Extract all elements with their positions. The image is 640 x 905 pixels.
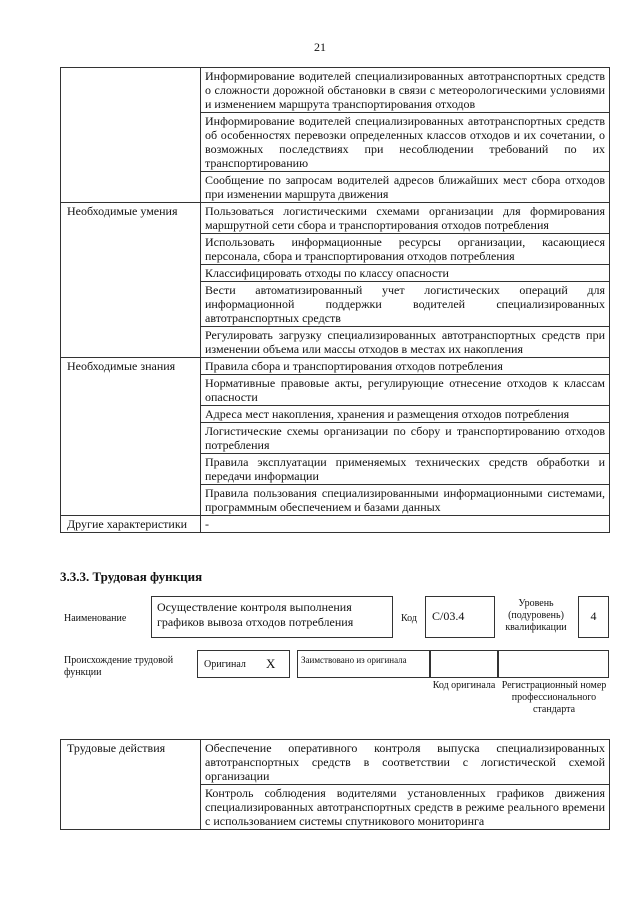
original-label: Оригинал bbox=[204, 659, 246, 670]
row-group-label bbox=[61, 68, 201, 203]
competency-table-body bbox=[61, 68, 610, 533]
row-text: Адреса мест накопления, хранения и размещения отходов потребления bbox=[201, 406, 610, 423]
row-text: Логистические схемы организации по сбору и транспортированию отходов потребления bbox=[201, 423, 610, 454]
labor-action-text: Обеспечение оперативного контроля выпуска специализированных автотранспортных средств в соответствии с логистической схемой организации bbox=[201, 740, 610, 785]
function-name-box bbox=[151, 596, 393, 638]
function-code-value: С/03.4 bbox=[432, 609, 465, 623]
table-row bbox=[61, 68, 610, 113]
row-group-label: Необходимые умения bbox=[61, 203, 201, 358]
code-label: Код bbox=[401, 613, 417, 624]
row-text: Правила эксплуатации применяемых технических средств обработки и передачи информации bbox=[201, 454, 610, 485]
reg-number-cell bbox=[498, 650, 609, 678]
borrowed-label: Заимствовано из оригинала bbox=[301, 655, 407, 665]
level-value: 4 bbox=[590, 609, 597, 623]
row-text: Правила сбора и транспортирования отходов потребления bbox=[201, 358, 610, 375]
row-text: Классифицировать отходы по классу опасности bbox=[201, 265, 610, 282]
function-code-box bbox=[425, 596, 495, 638]
row-group-label: Необходимые знания bbox=[61, 358, 201, 516]
level-box bbox=[578, 596, 609, 638]
code-original-cell bbox=[430, 650, 498, 678]
labor-actions-table bbox=[60, 739, 610, 830]
table-row bbox=[61, 516, 610, 533]
row-text: Использовать информационные ресурсы организации, касающиеся персонала, сбора и транспортирования отходов потребления bbox=[201, 234, 610, 265]
reg-number-caption: Регистрационный номер профессионального стандарта bbox=[501, 680, 607, 715]
original-mark: X bbox=[266, 656, 276, 671]
row-text: Сообщение по запросам водителей адресов ближайших мест сбора отходов при изменении маршрута движения bbox=[201, 172, 610, 203]
origin-label: Происхождение трудовой функции bbox=[64, 655, 174, 678]
level-label: Уровень (подуровень) квалификации bbox=[505, 598, 567, 633]
row-text: - bbox=[201, 516, 610, 533]
code-original-caption: Код оригинала bbox=[432, 680, 496, 691]
table-row bbox=[61, 740, 610, 785]
competency-table bbox=[60, 67, 610, 533]
row-text: Правила пользования специализированными информационными системами, программным обеспечением и базами данных bbox=[201, 485, 610, 516]
row-text: Информирование водителей специализированных автотранспортных средств о сложности дорожной обстановки в связи с метеорологическими условиями и изменением маршрута транспортирования отходов bbox=[201, 68, 610, 113]
original-cell bbox=[197, 650, 290, 678]
labor-actions-label: Трудовые действия bbox=[61, 740, 201, 830]
section-title: 3.3.3. Трудовая функция bbox=[60, 569, 203, 584]
borrowed-cell bbox=[297, 650, 430, 678]
table-row bbox=[61, 203, 610, 234]
table-row bbox=[61, 358, 610, 375]
row-group-label: Другие характеристики bbox=[61, 516, 201, 533]
row-text: Информирование водителей специализированных автотранспортных средств об особенностях перевозки определенных классов отходов и их сочетании, о возможных последствиях при несоблюдении требований по их транспортированию bbox=[201, 113, 610, 172]
labor-action-text: Контроль соблюдения водителями установленных графиков движения специализированных автотранспортных средств в режиме реального времени с использованием системы спутникового мониторинга bbox=[201, 785, 610, 830]
row-text: Регулировать загрузку специализированных автотранспортных средств при изменении объема или массы отходов в местах их накопления bbox=[201, 327, 610, 358]
name-label: Наименование bbox=[64, 613, 127, 624]
page-number: 21 bbox=[314, 40, 326, 54]
row-text: Нормативные правовые акты, регулирующие отнесение отходов к классам опасности bbox=[201, 375, 610, 406]
row-text: Вести автоматизированный учет логистических операций для информационной поддержки водителей специализированных автотранспортных средств bbox=[201, 282, 610, 327]
row-text: Пользоваться логистическими схемами организации для формирования маршрутной сети сбора и транспортирования отходов потребления bbox=[201, 203, 610, 234]
function-name-value: Осуществление контроля выполнения графиков вывоза отходов потребления bbox=[157, 600, 354, 629]
labor-actions-table-body bbox=[61, 740, 610, 830]
